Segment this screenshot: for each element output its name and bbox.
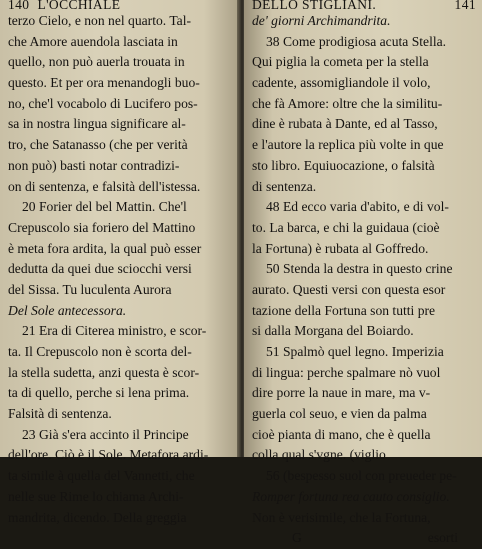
text-line: 38 Come prodigiosa acuta Stella. <box>266 33 447 49</box>
running-head-left: L'OCCHIALE <box>37 0 121 12</box>
text-line: Del Sole antecessora. <box>8 302 127 318</box>
text-line: di sentenza. <box>252 178 317 194</box>
signature-mark: G <box>292 530 302 546</box>
text-line: 21 Era di Citerea ministro, e scor- <box>22 323 207 339</box>
page-number-left: 140 <box>8 0 30 12</box>
text-line: quello, non può auerla trouata in <box>8 54 185 70</box>
text-line: del Sissa. Tu luculenta Aurora <box>8 281 172 297</box>
text-line: 50 Stenda la destra in questo crine <box>266 261 453 277</box>
text-line: ta di quello, perche si lena prima. <box>8 385 190 401</box>
text-line: ta. Il Crepuscolo non è scorta del- <box>8 344 192 359</box>
text-line: to. La barca, e chi la guidaua (cioè <box>252 219 440 235</box>
text-line: la stella sudetta, anzi questa è scor- <box>8 364 200 380</box>
text-line: on di sentenza, e falsità dell'istessa. <box>8 178 201 194</box>
text-line: e l'autore la replica più volte in que <box>252 137 444 153</box>
text-line: no, che'l vocabolo di Lucifero pos- <box>8 95 198 111</box>
text-line: questo. Et per ora menandogli buo- <box>8 75 200 91</box>
text-line: Crepuscolo sia foriero del Mattino <box>8 219 196 235</box>
text-line: dire porre la naue in mare, ma v- <box>252 385 431 401</box>
text-line: si dalla Morgana del Boiardo. <box>252 323 414 339</box>
signature-catchword-line <box>252 528 476 549</box>
left-page-header <box>8 0 234 11</box>
text-line: che fà Amore: oltre che la similitu- <box>252 95 443 111</box>
text-line: Non è verisimile, che la Fortuna, <box>252 509 431 525</box>
text-line: 48 Ed ecco varia d'abito, e di vol- <box>266 199 449 215</box>
text-line: è meta fora ardita, la qual può esser <box>8 240 202 256</box>
right-page-text <box>252 11 476 549</box>
text-line: ta simile à quella del Vannetti, che <box>8 468 195 484</box>
text-line: 20 Forier del bel Mattin. Che'l <box>22 199 187 215</box>
text-line: Romper fortuna rea cauto consiglio. <box>252 488 450 504</box>
page-number-right: 141 <box>454 0 476 12</box>
running-head-right: DELLO STIGLIANI. <box>252 0 377 12</box>
text-line: aurato. Questi versi con questa esor <box>252 281 446 297</box>
left-page-text <box>8 11 234 528</box>
text-line: sa in nostra lingua significare al- <box>8 116 186 132</box>
text-line: Qui piglia la cometa per la stella <box>252 54 429 70</box>
left-page <box>0 0 240 525</box>
text-line: tro, che Satanasso (che per verità <box>8 137 188 153</box>
text-line: di lingua: perche spalmare nò vuol <box>252 364 441 380</box>
text-line: sto libro. Equiuocazione, o falsità <box>252 157 435 173</box>
text-line: 56 (bespesso suol con preueder pe- <box>266 468 457 484</box>
text-line: tazione della Fortuna son tutti pre <box>252 302 436 318</box>
text-line: che Amore auendola lasciata in <box>8 33 178 49</box>
text-line: cadente, assomigliandole il volo, <box>252 75 431 91</box>
text-line: mandrita, dicendo. Della greggia <box>8 509 187 525</box>
catchword: esorti <box>427 530 458 546</box>
text-line: nelle sue Rime lo chiama Archi- <box>8 488 184 504</box>
text-line: 23 Già s'era accinto il Principe <box>22 426 189 442</box>
text-line: guerla col seuo, e vien da palma <box>252 406 427 422</box>
text-line: dine è rubata à Dante, ed al Tasso, <box>252 116 438 132</box>
text-line: non può) basti notar contradizi- <box>8 157 180 173</box>
text-line: 51 Spalmò quel legno. Imperizia <box>266 344 444 359</box>
text-line: cioè pianta di mano, che è quella <box>252 426 431 442</box>
text-line: dell'ore. Ciò è il Sole. Metafora ardi- <box>8 447 209 463</box>
text-line: terzo Cielo, e non nel quarto. Tal- <box>8 13 192 28</box>
right-page <box>244 0 482 546</box>
text-line: dedutta da quei due sciocchi versi <box>8 261 192 277</box>
text-line: de' giorni Archimandrita. <box>252 13 391 28</box>
text-line: la Fortuna) è rubata al Goffredo. <box>252 240 429 256</box>
right-page-header <box>252 0 476 11</box>
text-line: Falsità di sentenza. <box>8 406 112 422</box>
text-line: colla qual s'vgne. (viglio <box>252 447 386 463</box>
